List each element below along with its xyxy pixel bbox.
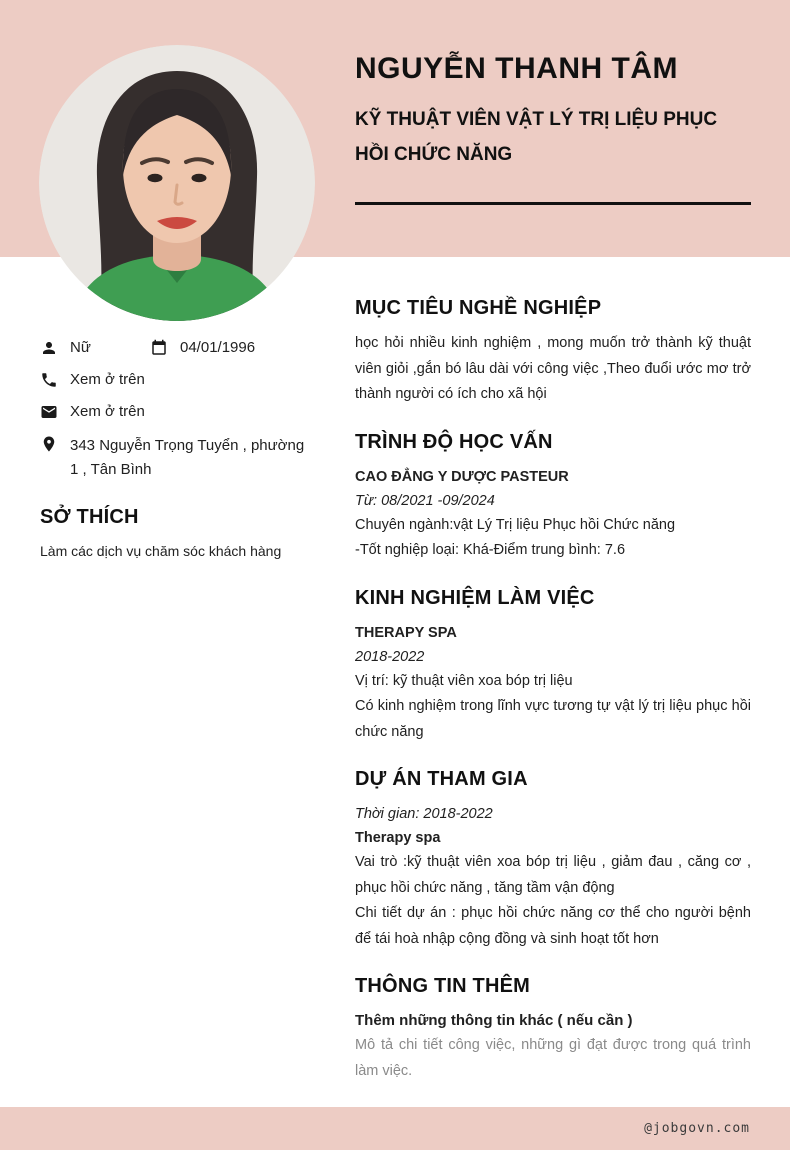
contact-row-address (40, 434, 320, 482)
section-experience (355, 586, 751, 746)
contact-row-gender-dob (40, 338, 320, 357)
education-school: CAO ĐẲNG Y DƯỢC PASTEUR (355, 468, 569, 485)
objective-body: học hỏi nhiều kinh nghiệm , mong muốn trở thành kỹ thuật viên giỏi ,gắn bó lâu dài với công việc ,Theo đuổi ước mơ trở thành người có ích cho xã hội (355, 335, 751, 402)
additional-subheading: Thêm những thông tin khác ( nếu cần ) (355, 1012, 633, 1029)
calendar-icon (150, 339, 168, 357)
project-name: Therapy spa (355, 830, 441, 846)
mail-icon (40, 403, 58, 421)
section-objective (355, 296, 751, 408)
watermark: @jobgovn.com (644, 1121, 750, 1136)
experience-heading: KINH NGHIỆM LÀM VIỆC (355, 586, 595, 609)
objective-heading: MỤC TIÊU NGHỀ NGHIỆP (355, 297, 602, 319)
section-projects (355, 767, 751, 952)
hobbies-text: Làm các dịch vụ chăm sóc khách hàng (40, 543, 282, 559)
footer-band (0, 1107, 790, 1150)
header-divider (355, 202, 751, 205)
sidebar (40, 338, 320, 559)
section-additional (355, 974, 751, 1084)
hobbies-heading: SỞ THÍCH (40, 506, 139, 528)
project-period: Thời gian: 2018-2022 (355, 806, 493, 822)
education-grade: -Tốt nghiệp loại: Khá-Điểm trung bình: 7.6 (355, 542, 626, 558)
portrait-illustration (39, 45, 315, 321)
experience-period: 2018-2022 (355, 648, 425, 665)
experience-detail: Có kinh nghiệm trong lĩnh vực tương tự vật lý trị liệu phục hồi chức năng (355, 698, 751, 740)
profile-photo (39, 45, 315, 321)
education-major: Chuyên ngành:vật Lý Trị liệu Phục hồi Chức năng (355, 516, 676, 533)
contact-row-phone (40, 370, 320, 389)
dob-value: 04/01/1996 (180, 339, 256, 356)
person-icon (40, 339, 58, 357)
projects-heading: DỰ ÁN THAM GIA (355, 768, 528, 790)
address-value: 343 Nguyễn Trọng Tuyển , phường 1 , Tân Bình (70, 437, 305, 478)
candidate-name: NGUYỄN THANH TÂM (355, 52, 678, 85)
phone-icon (40, 371, 58, 389)
phone-value: Xem ở trên (70, 371, 145, 388)
job-title: KỸ THUẬT VIÊN VẬT LÝ TRỊ LIỆU PHỤC HỒI CHỨC NĂNG (355, 109, 718, 165)
project-detail: Chi tiết dự án : phục hồi chức năng cơ thể cho người bệnh để tái hoà nhập cộng đồng và sinh hoạt tốt hơn (355, 905, 751, 947)
location-pin-icon (40, 435, 58, 453)
education-period: Từ: 08/2021 -09/2024 (355, 492, 495, 509)
project-role: Vai trò :kỹ thuật viên xoa bóp trị liệu , giảm đau , căng cơ , phục hồi chức năng , tăng tầm vận động (355, 854, 751, 896)
main-content (355, 296, 751, 1106)
additional-body: Mô tả chi tiết công việc, những gì đạt được trong quá trình làm việc. (355, 1037, 751, 1079)
additional-heading: THÔNG TIN THÊM (355, 975, 531, 997)
experience-company: THERAPY SPA (355, 624, 457, 641)
gender-value: Nữ (70, 339, 91, 356)
email-value: Xem ở trên (70, 403, 145, 420)
experience-position: Vị trí: kỹ thuật viên xoa bóp trị liệu (355, 672, 573, 689)
contact-row-email (40, 402, 320, 421)
education-heading: TRÌNH ĐỘ HỌC VẤN (355, 430, 553, 453)
section-education (355, 430, 751, 564)
header-text-block (355, 50, 751, 205)
